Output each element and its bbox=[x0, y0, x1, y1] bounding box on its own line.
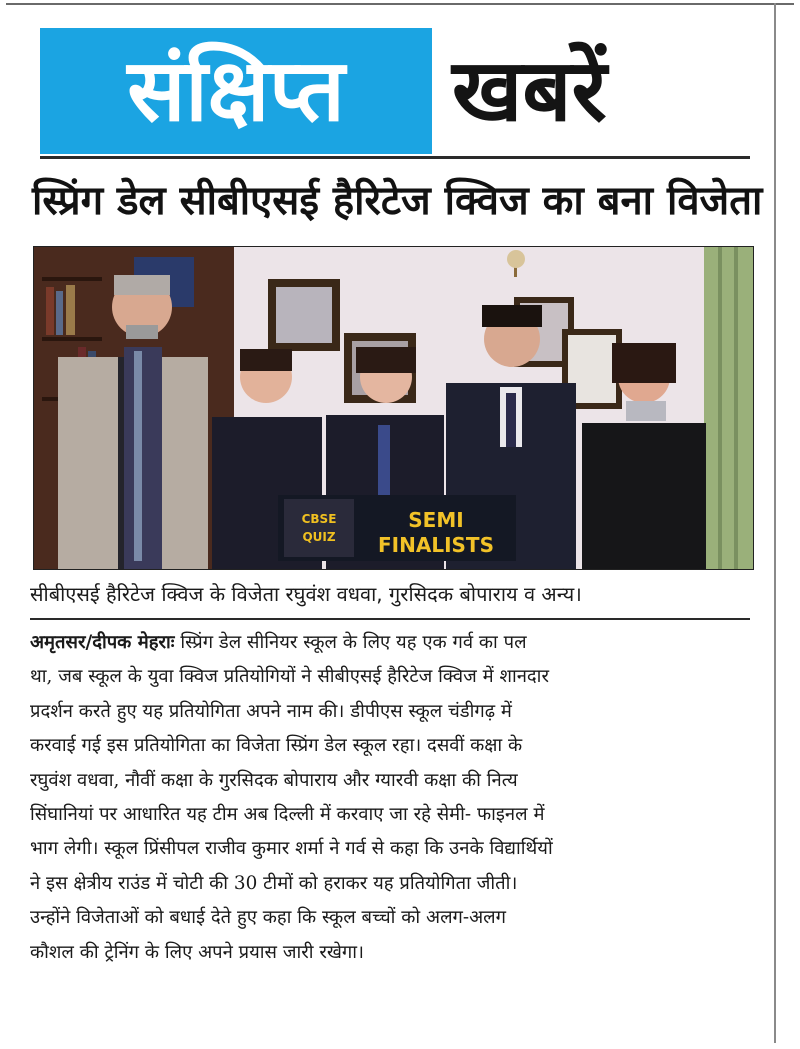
article-line-8: ने इस क्षेत्रीय राउंड में चोटी की 30 टीमों को हराकर यह प्रतियोगिता जीती। bbox=[30, 872, 518, 894]
article-line-9: उन्होंने विजेताओं को बधाई देते हुए कहा कि स्कूल बच्चों को अलग-अलग bbox=[30, 907, 506, 929]
clipping-top-edge bbox=[6, 3, 794, 5]
masthead-word-blue: संक्षिप्त bbox=[127, 41, 345, 141]
board-logo-bottom: QUIZ bbox=[302, 530, 336, 544]
article-line-5: रघुवंश वधवा, नौवीं कक्षा के गुरसिदक बोपाराय और ग्यारवी कक्षा की नित्य bbox=[30, 769, 518, 791]
article-line-1 bbox=[30, 626, 758, 660]
article-line-1-text: स्प्रिंग डेल सीनियर स्कूल के लिए यह एक गर्व का पल bbox=[174, 632, 527, 653]
section-masthead bbox=[40, 20, 750, 160]
caption-rule bbox=[30, 618, 750, 620]
article-line-2: था, जब स्कूल के युवा क्विज प्रतियोगियों ने सीबीएसई हैरिटेज क्विज में शानदार bbox=[30, 666, 549, 688]
board-line-finalists: FINALISTS bbox=[378, 533, 494, 557]
news-photo bbox=[33, 246, 754, 570]
masthead-blue-box bbox=[40, 28, 432, 154]
article-line-7: भाग लेगी। स्कूल प्रिंसीपल राजीव कुमार शर्मा ने गर्व से कहा कि उनके विद्यार्थियों bbox=[30, 838, 553, 860]
article-headline: स्प्रिंग डेल सीबीएसई हैरिटेज क्विज का बना विजेता bbox=[32, 178, 763, 224]
article-body bbox=[30, 626, 758, 1036]
masthead-word-black: खबरें bbox=[452, 41, 607, 141]
article-line-4: करवाई गई इस प्रतियोगिता का विजेता स्प्रिंग डेल स्कूल रहा। दसवीं कक्षा के bbox=[30, 735, 523, 757]
article-byline: अमृतसर/दीपक मेहराः bbox=[30, 632, 175, 653]
board-line-semi: SEMI bbox=[408, 508, 464, 532]
group-photo-illustration bbox=[34, 247, 753, 569]
photo-caption: सीबीएसई हैरिटेज क्विज के विजेता रघुवंश वधवा, गुरसिदक बोपाराय व अन्य। bbox=[30, 582, 582, 606]
article-line-3: प्रदर्शन करते हुए यह प्रतियोगिता अपने नाम की। डीपीएस स्कूल चंडीगढ़ में bbox=[30, 700, 512, 722]
clipping-right-edge bbox=[774, 3, 776, 1043]
article-line-10: कौशल की ट्रेनिंग के लिए अपने प्रयास जारी रखेगा। bbox=[30, 941, 365, 963]
masthead-rule bbox=[40, 156, 750, 159]
board-logo-top: CBSE bbox=[301, 512, 337, 526]
article-line-6: सिंघानियां पर आधारित यह टीम अब दिल्ली में करवाए जा रहे सेमी- फाइनल में bbox=[30, 803, 545, 825]
